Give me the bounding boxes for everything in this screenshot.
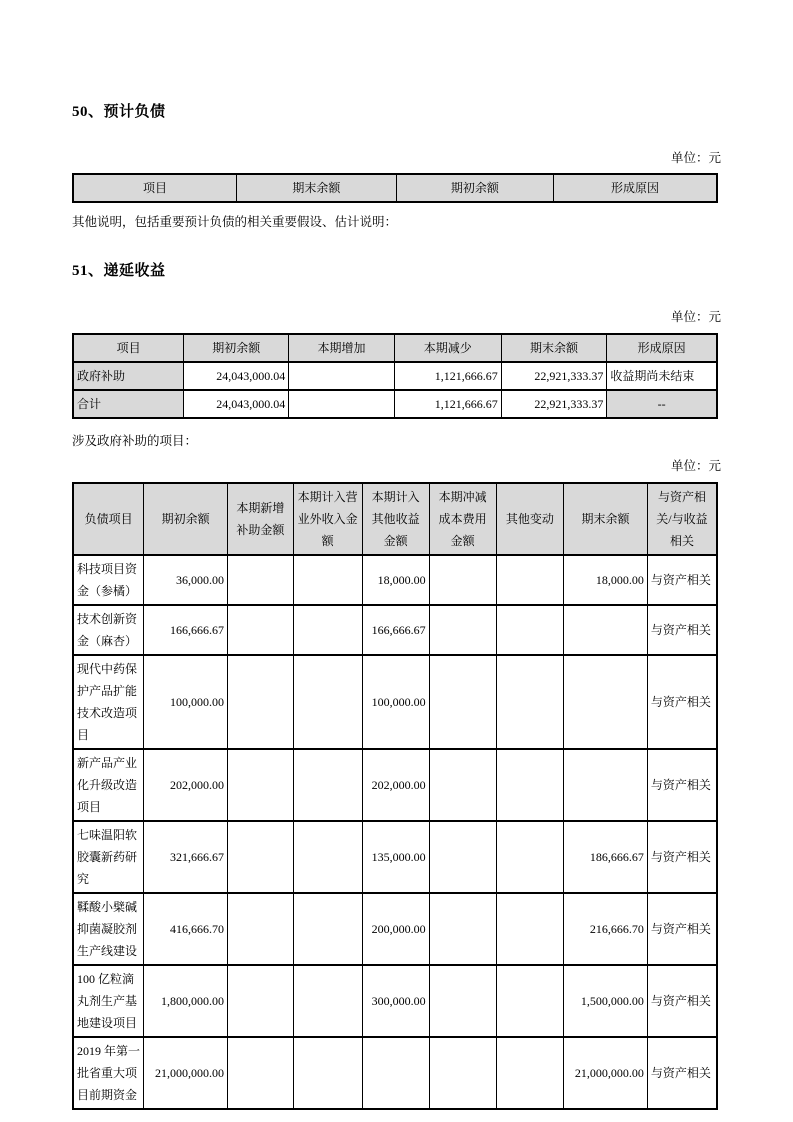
subsidy-note: 涉及政府补助的项目：: [72, 434, 198, 448]
government-subsidy-table-cell: [228, 821, 294, 893]
government-subsidy-table-cell: [496, 655, 564, 749]
deferred-income-table-column-header: 期初余额: [184, 334, 289, 362]
government-subsidy-table-cell: [293, 749, 362, 821]
provisions-table-column-header: 期末余额: [237, 174, 397, 202]
government-subsidy-table-cell: 202,000.00: [362, 749, 429, 821]
deferred-income-table-cell: 1,121,666.67: [394, 362, 501, 390]
government-subsidy-table-cell: [293, 821, 362, 893]
government-subsidy-table-row: [73, 1037, 717, 1109]
provisions-table-column-header: 项目: [73, 174, 237, 202]
government-subsidy-table-cell: 166,666.67: [362, 605, 429, 655]
government-subsidy-table-cell: [496, 749, 564, 821]
deferred-income-table-column-header: 本期减少: [394, 334, 501, 362]
government-subsidy-table-cell: 200,000.00: [362, 893, 429, 965]
government-subsidy-table-cell: 166,666.67: [144, 605, 228, 655]
government-subsidy-table-cell: 与资产相关: [647, 555, 717, 605]
unit-label-1: 单位：元: [670, 151, 721, 165]
government-subsidy-table-cell: 鞣酸小檗碱抑菌凝胶剂生产线建设: [73, 893, 144, 965]
deferred-income-table-cell: 政府补助: [73, 362, 184, 390]
government-subsidy-table-cell: 科技项目资金（参橘）: [73, 555, 144, 605]
government-subsidy-table-cell: [228, 655, 294, 749]
government-subsidy-table-cell: 21,000,000.00: [564, 1037, 648, 1109]
section-deferred-income: [72, 259, 721, 1110]
government-subsidy-table-cell: [429, 655, 496, 749]
government-subsidy-table-column-header: 负债项目: [73, 483, 144, 555]
deferred-income-table-cell: 收益期尚未结束: [607, 362, 717, 390]
government-subsidy-table-column-header: 与资产相关/与收益相关: [647, 483, 717, 555]
government-subsidy-table-cell: 与资产相关: [647, 655, 717, 749]
government-subsidy-table-cell: 新产品产业化升级改造项目: [73, 749, 144, 821]
government-subsidy-table-cell: [362, 1037, 429, 1109]
government-subsidy-table-row: [73, 821, 717, 893]
government-subsidy-table-cell: [496, 821, 564, 893]
government-subsidy-table-column-header: 期初余额: [144, 483, 228, 555]
provisions-table: [72, 173, 718, 203]
government-subsidy-table-cell: [429, 821, 496, 893]
deferred-income-table-row: [73, 390, 717, 418]
government-subsidy-table-cell: 与资产相关: [647, 821, 717, 893]
government-subsidy-table-cell: [293, 1037, 362, 1109]
government-subsidy-table-cell: 21,000,000.00: [144, 1037, 228, 1109]
government-subsidy-table: [72, 482, 718, 1110]
deferred-income-table-column-header: 形成原因: [607, 334, 717, 362]
government-subsidy-table-cell: [496, 965, 564, 1037]
government-subsidy-table-cell: 100,000.00: [362, 655, 429, 749]
deferred-income-table-cell: --: [607, 390, 717, 418]
government-subsidy-table-cell: 技术创新资金（麻杏）: [73, 605, 144, 655]
government-subsidy-table-cell: 七味温阳软胶囊新药研究: [73, 821, 144, 893]
deferred-income-table-cell: 22,921,333.37: [501, 362, 607, 390]
government-subsidy-table-row: [73, 749, 717, 821]
government-subsidy-table-cell: [496, 605, 564, 655]
government-subsidy-table-cell: [228, 1037, 294, 1109]
government-subsidy-table-column-header: 其他变动: [496, 483, 564, 555]
government-subsidy-table-cell: [496, 893, 564, 965]
government-subsidy-table-cell: [293, 605, 362, 655]
government-subsidy-table-cell: [429, 605, 496, 655]
government-subsidy-table-row: [73, 655, 717, 749]
government-subsidy-table-cell: 18,000.00: [564, 555, 648, 605]
government-subsidy-table-cell: [228, 555, 294, 605]
unit-label-2: 单位：元: [670, 310, 721, 324]
government-subsidy-table-cell: [429, 893, 496, 965]
government-subsidy-table-cell: [564, 749, 648, 821]
government-subsidy-table-column-header: 本期计入营业外收入金额: [293, 483, 362, 555]
government-subsidy-table-cell: [293, 555, 362, 605]
government-subsidy-header-row: [73, 483, 717, 555]
government-subsidy-table-cell: [496, 1037, 564, 1109]
government-subsidy-table-cell: [429, 555, 496, 605]
government-subsidy-table-cell: [228, 893, 294, 965]
government-subsidy-table-row: [73, 605, 717, 655]
deferred-income-table-column-header: 期末余额: [501, 334, 607, 362]
deferred-income-table-column-header: 项目: [73, 334, 184, 362]
deferred-income-table-cell: 24,043,000.04: [184, 362, 289, 390]
deferred-income-table-cell: 合计: [73, 390, 184, 418]
provisions-table-column-header: 形成原因: [553, 174, 717, 202]
government-subsidy-table-cell: 321,666.67: [144, 821, 228, 893]
government-subsidy-table-cell: 216,666.70: [564, 893, 648, 965]
government-subsidy-table-cell: 2019 年第一批省重大项目前期资金: [73, 1037, 144, 1109]
government-subsidy-table-column-header: 本期计入其他收益金额: [362, 483, 429, 555]
government-subsidy-table-cell: 300,000.00: [362, 965, 429, 1037]
government-subsidy-table-cell: [564, 655, 648, 749]
deferred-income-header-row: [73, 334, 717, 362]
government-subsidy-table-cell: [564, 605, 648, 655]
government-subsidy-table-cell: 36,000.00: [144, 555, 228, 605]
government-subsidy-table-cell: 现代中药保护产品扩能技术改造项目: [73, 655, 144, 749]
section-50-heading: 50、预计负债: [72, 104, 166, 120]
deferred-income-table: [72, 333, 718, 419]
deferred-income-table-row: [73, 362, 717, 390]
provisions-other-note: 其他说明，包括重要预计负债的相关重要假设、估计说明：: [72, 215, 398, 229]
government-subsidy-table-cell: 与资产相关: [647, 965, 717, 1037]
provisions-table-header-row: [73, 174, 717, 202]
government-subsidy-table-cell: [496, 555, 564, 605]
government-subsidy-table-cell: 18,000.00: [362, 555, 429, 605]
government-subsidy-table-cell: [228, 965, 294, 1037]
government-subsidy-table-cell: 186,666.67: [564, 821, 648, 893]
government-subsidy-table-cell: [293, 893, 362, 965]
government-subsidy-table-cell: [429, 1037, 496, 1109]
government-subsidy-table-cell: 1,500,000.00: [564, 965, 648, 1037]
deferred-income-table-cell: 22,921,333.37: [501, 390, 607, 418]
deferred-income-table-column-header: 本期增加: [289, 334, 395, 362]
deferred-income-table-cell: [289, 362, 395, 390]
provisions-table-column-header: 期初余额: [396, 174, 553, 202]
government-subsidy-table-column-header: 期末余额: [564, 483, 648, 555]
government-subsidy-table-cell: 135,000.00: [362, 821, 429, 893]
government-subsidy-table-cell: 100,000.00: [144, 655, 228, 749]
government-subsidy-table-cell: [429, 965, 496, 1037]
government-subsidy-table-column-header: 本期新增补助金额: [228, 483, 294, 555]
government-subsidy-table-cell: [228, 605, 294, 655]
deferred-income-table-cell: 24,043,000.04: [184, 390, 289, 418]
government-subsidy-table-cell: 与资产相关: [647, 749, 717, 821]
section-provisions: [72, 100, 721, 230]
government-subsidy-table-cell: 与资产相关: [647, 893, 717, 965]
government-subsidy-table-row: [73, 965, 717, 1037]
government-subsidy-table-row: [73, 893, 717, 965]
government-subsidy-table-cell: 416,666.70: [144, 893, 228, 965]
government-subsidy-table-cell: 202,000.00: [144, 749, 228, 821]
section-51-heading: 51、递延收益: [72, 263, 166, 279]
government-subsidy-table-cell: [293, 965, 362, 1037]
government-subsidy-table-row: [73, 555, 717, 605]
unit-label-3: 单位：元: [670, 459, 721, 473]
government-subsidy-table-cell: 1,800,000.00: [144, 965, 228, 1037]
deferred-income-table-cell: [289, 390, 395, 418]
government-subsidy-table-cell: [429, 749, 496, 821]
deferred-income-table-cell: 1,121,666.67: [394, 390, 501, 418]
government-subsidy-table-cell: 与资产相关: [647, 1037, 717, 1109]
government-subsidy-table-cell: [228, 749, 294, 821]
government-subsidy-table-cell: [293, 655, 362, 749]
government-subsidy-table-column-header: 本期冲减成本费用金额: [429, 483, 496, 555]
government-subsidy-table-cell: 与资产相关: [647, 605, 717, 655]
government-subsidy-table-cell: 100 亿粒滴丸剂生产基地建设项目: [73, 965, 144, 1037]
